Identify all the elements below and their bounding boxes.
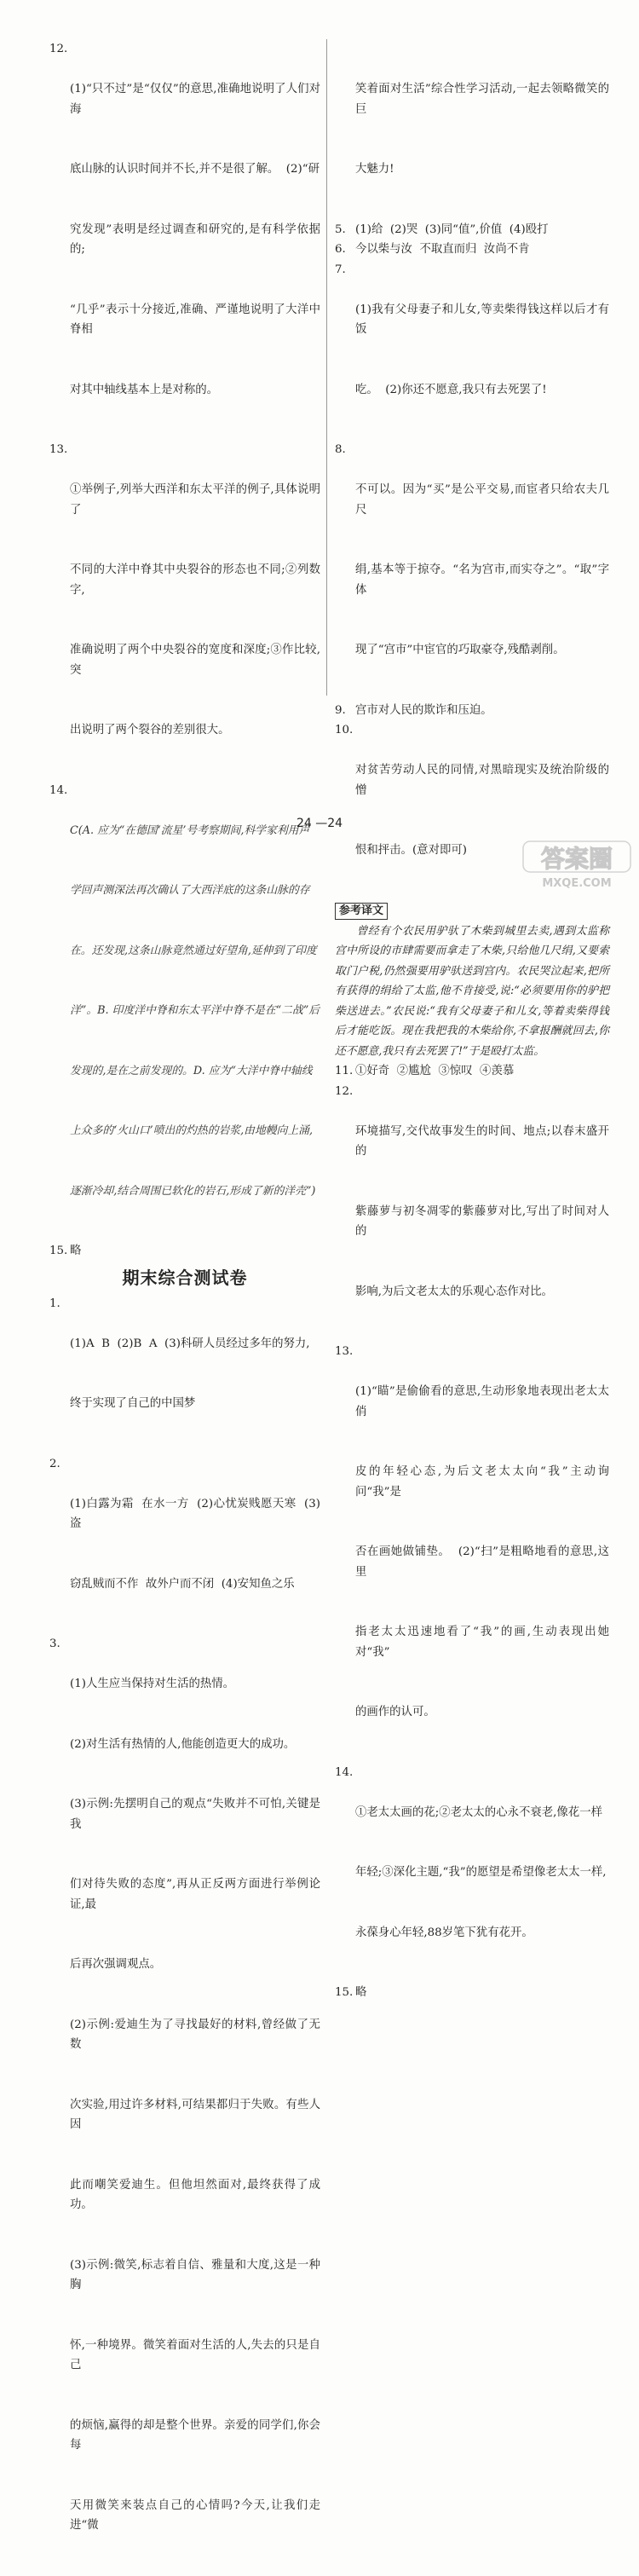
translation-line: 钱后才能吃饭。现在我把我的木柴给你,不拿报酬就回去,	[335, 1004, 609, 1037]
answer-line: 年轻;③深化主题,“我”的愿望是希望像老太太一样,	[355, 1866, 607, 1879]
answer-line: 准确说明了两个中央裂谷的宽度和深度;③作比较,突	[70, 644, 320, 677]
item-number: 10.	[335, 724, 354, 736]
item-body	[70, 781, 320, 1242]
answer-line: 永葆身心年轻,88岁笔下犹有花开。	[355, 1926, 533, 1939]
answer-item-13b	[335, 1342, 609, 1763]
translation-line: 曾经有个农民用驴驮了木柴到城里去卖,遇到太监称	[356, 924, 609, 938]
answer-line: (1)我有父母妻子和儿女,等卖柴得钱这样以后才有饭	[355, 303, 609, 336]
answer-item-8	[335, 440, 609, 701]
item-number: 8.	[335, 443, 346, 456]
answer-line: 次实验,用过许多材料,可结果都归于失败。有些人因	[70, 2098, 320, 2131]
answer-line: 不同的大洋中脊其中央裂谷的形态也不同;②列数字,	[70, 563, 320, 597]
item-number: 1.	[49, 1297, 60, 1310]
answer-item-6	[335, 240, 609, 260]
item-body	[70, 39, 320, 440]
answer-line: (2)对生活有热情的人,他能创造更大的成功。	[70, 1737, 296, 1751]
watermark-logo	[521, 840, 632, 891]
item-body	[355, 1082, 609, 1343]
answer-item-9	[335, 701, 609, 721]
answer-line: 天用微笑来装点自己的心情吗?今天,让我们走进“微	[70, 2498, 320, 2532]
answer-item-7	[335, 260, 609, 441]
translation-line: 驴把柴送进去。”农民说:“我有父母妻子和儿女,等着卖柴得	[335, 985, 610, 1018]
answer-line: 出说明了两个裂谷的差别很大。	[70, 724, 230, 736]
item-body: 宫市对人民的欺诈和压迫。	[355, 703, 492, 717]
item-body	[70, 440, 320, 781]
answer-line: (1)A B (2)B A (3)科研人员经过多年的努力,	[70, 1337, 310, 1350]
item-number: 3.	[49, 1637, 60, 1650]
item-number: 6.	[335, 243, 346, 256]
answer-line: (1)白露为霜 在水一方 (2)心忧炭贱愿天寒 (3)盗	[70, 1497, 320, 1530]
answer-line: 的画作的认可。	[355, 1706, 435, 1718]
item-body	[355, 1763, 609, 1984]
answer-line: 皮的年轻心态,为后文老太太向“我”主动询问“我”是	[355, 1465, 609, 1499]
item-body	[70, 1294, 320, 1454]
answer-line: ①老太太画的花;②老太太的心永不衰老,像花一样	[355, 1805, 602, 1819]
watermark-url: MXQE.COM	[542, 877, 612, 890]
answer-line: 们对待失败的态度”,再从正反两方面进行举例论证,最	[70, 1878, 320, 1911]
item-number: 14.	[49, 783, 68, 797]
item-body	[355, 260, 609, 441]
answer-line: 对贫苦劳动人民的同情,对黑暗现实及统治阶级的憎	[355, 764, 609, 797]
answer-line: 的烦恼,赢得的却是整个世界。亲爱的同学们,你会每	[70, 2418, 320, 2452]
answer-line: 大魅力!	[355, 163, 394, 176]
answer-line: 环境描写,交代故事发生的时间、地点;以春末盛开的	[355, 1124, 609, 1158]
continued-text	[355, 39, 609, 220]
answer-line: (1)“瞄”是偷偷看的意思,生动形象地表现出老太太俏	[355, 1385, 609, 1418]
item-number: 13.	[49, 443, 68, 456]
item-body	[355, 1342, 609, 1763]
answer-line: 底山脉的认识时间并不长,并不是很了解。 (2)“研	[70, 163, 320, 176]
answer-line: ①举例子,列举大西洋和东太平洋的例子,具体说明了	[70, 483, 320, 517]
answer-line: 究发现”表明是经过调查和研究的,是有科学依据的;	[70, 222, 320, 256]
section-title: 期末综合测试卷	[122, 1267, 248, 1288]
watermark-logo-text: 答案圈	[540, 845, 613, 873]
answer-line: 指老太太迅速地看了“我”的画,生动表现出她对“我”	[355, 1626, 609, 1659]
item-number: 5.	[335, 222, 346, 236]
answer-line: (1)人生应当保持对生活的热情。	[70, 1678, 235, 1690]
answer-item-13	[49, 440, 320, 781]
reference-translation-header	[335, 901, 609, 921]
answer-line: 对其中轴线基本上是对称的。	[70, 383, 219, 396]
item-number: 15.	[49, 1245, 68, 1257]
answer-line: 在。还发现,这条山脉竟然通过好望角,延伸到了印度	[70, 944, 317, 957]
item-number: 9.	[335, 703, 346, 717]
reference-translation-title: 参考译文	[335, 903, 388, 920]
item-body: 今以柴与汝 不取直而归 汝尚不肯	[355, 243, 530, 256]
answer-line: (1)“只不过”是“仅仅”的意思,准确地说明了人们对海	[70, 83, 320, 116]
column-divider	[326, 39, 327, 696]
answer-line: 窃乱贼而不作 故外户而不闭 (4)安知鱼之乐	[70, 1577, 295, 1591]
item-number: 15.	[335, 1986, 354, 1999]
item-body: ①好奇 ②尴尬 ③惊叹 ④羡慕	[355, 1065, 515, 1077]
reference-translation	[335, 921, 609, 1062]
item-body: (1)给 (2)哭 (3)同“值”,价值 (4)殴打	[355, 222, 549, 236]
item-number: 12.	[335, 1084, 354, 1098]
answer-item-2	[49, 1454, 320, 1635]
item-number: 12.	[49, 43, 68, 55]
item-number: 11.	[335, 1065, 354, 1077]
answer-line: 发现的,是在之前发现的。D. 应为“大洋中脊中轴线	[70, 1064, 313, 1077]
answer-item-12b	[335, 1082, 609, 1343]
item-body	[355, 440, 609, 701]
answer-line: 洋”。B. 印度洋中脊和东太平洋中脊不是在“二战”后	[70, 1004, 320, 1017]
answer-line: (2)示例:爱迪生为了寻找最好的材料,曾经做了无数	[70, 2018, 320, 2051]
translation-line: 所有获得的绢给了太监,他不肯接受,说:“必须要用你的	[335, 964, 609, 997]
left-column	[49, 39, 320, 2576]
item-number: 14.	[335, 1765, 354, 1779]
answer-item-5	[335, 220, 609, 240]
item-body	[70, 1634, 320, 2576]
right-column	[335, 39, 612, 2003]
answer-item-15b	[335, 1983, 609, 2003]
item-number: 7.	[335, 263, 346, 276]
answer-item-3	[49, 1634, 320, 2576]
translation-line: 索取门户税,仍然强要用驴驮送到宫内。农民哭泣起来,把	[335, 944, 609, 978]
answer-item-15	[49, 1241, 320, 1262]
item-body: 略	[70, 1245, 82, 1257]
answer-item-11	[335, 1061, 609, 1082]
answer-line: 此而嘲笑爱迪生。但他坦然面对,最终获得了成功。	[70, 2178, 320, 2211]
translation-line: 宫中所设的市肆需要而拿走了木柴,只给他几尺绢,又要	[335, 944, 599, 957]
answer-item-14b	[335, 1763, 609, 1984]
answer-item-12	[49, 39, 320, 440]
page-number: 24 —24	[296, 817, 343, 830]
answer-line: 否在画她做铺垫。 (2)“扫”是粗略地看的意思,这里	[355, 1545, 609, 1579]
item-body: 略	[355, 1986, 367, 1999]
answer-line: 终于实现了自己的中国梦	[70, 1397, 196, 1410]
answer-item-1	[49, 1294, 320, 1454]
answer-line: 上众多的‘火山口’喷出的灼热的岩浆,由地幔向上涌,	[70, 1124, 314, 1137]
answer-line: 紫藤萝与初冬凋零的紫藤萝对比,写出了时间对人的	[355, 1204, 609, 1238]
answer-line: 吃。 (2)你还不愿意,我只有去死罢了!	[355, 383, 547, 396]
answer-line: 后再次强调观点。	[70, 1958, 162, 1971]
answer-line: 现了“宫市”中宦官的巧取豪夺,残酷剥削。	[355, 644, 565, 656]
answer-line: 笑着面对生活”综合性学习活动,一起去领略微笑的巨	[355, 83, 609, 116]
answer-line: 学回声测深法再次确认了大西洋底的这条山脉的存	[70, 884, 310, 897]
answer-line: (3)示例:微笑,标志着自信、雅量和大度,这是一种胸	[70, 2258, 320, 2291]
item-body	[70, 1454, 320, 1635]
answer-line: “几乎”表示十分接近,准确、严谨地说明了大洋中脊相	[70, 303, 320, 336]
answer-item-14	[49, 781, 320, 1242]
answer-line: 影响,为后文老太太的乐观心态作对比。	[355, 1285, 553, 1298]
item-number: 2.	[49, 1457, 60, 1470]
item-number: 13.	[335, 1345, 354, 1358]
answer-line: 不可以。因为“买”是公平交易,而宦者只给农夫几尺	[355, 483, 609, 517]
answer-line: C(A. 应为“在德国‘流星’号考察期间,科学家利用声	[70, 823, 310, 837]
answer-line: 绢,基本等于掠夺。“名为宫市,而实夺之”。“取”字体	[355, 563, 609, 597]
answer-line: 逐渐冷却,结合周围已软化的岩石,形成了新的洋壳”)	[70, 1184, 316, 1198]
answer-line: 恨和抨击。(意对即可)	[355, 844, 467, 857]
answer-line: (3)示例:先摆明自己的观点“失败并不可怕,关键是我	[70, 1798, 320, 1831]
translation-line: 你还不愿意,我只有去死罢了!”于是殴打太监。	[335, 1025, 610, 1058]
answer-line: 怀,一种境界。微笑着面对生活的人,失去的只是自己	[70, 2338, 320, 2371]
